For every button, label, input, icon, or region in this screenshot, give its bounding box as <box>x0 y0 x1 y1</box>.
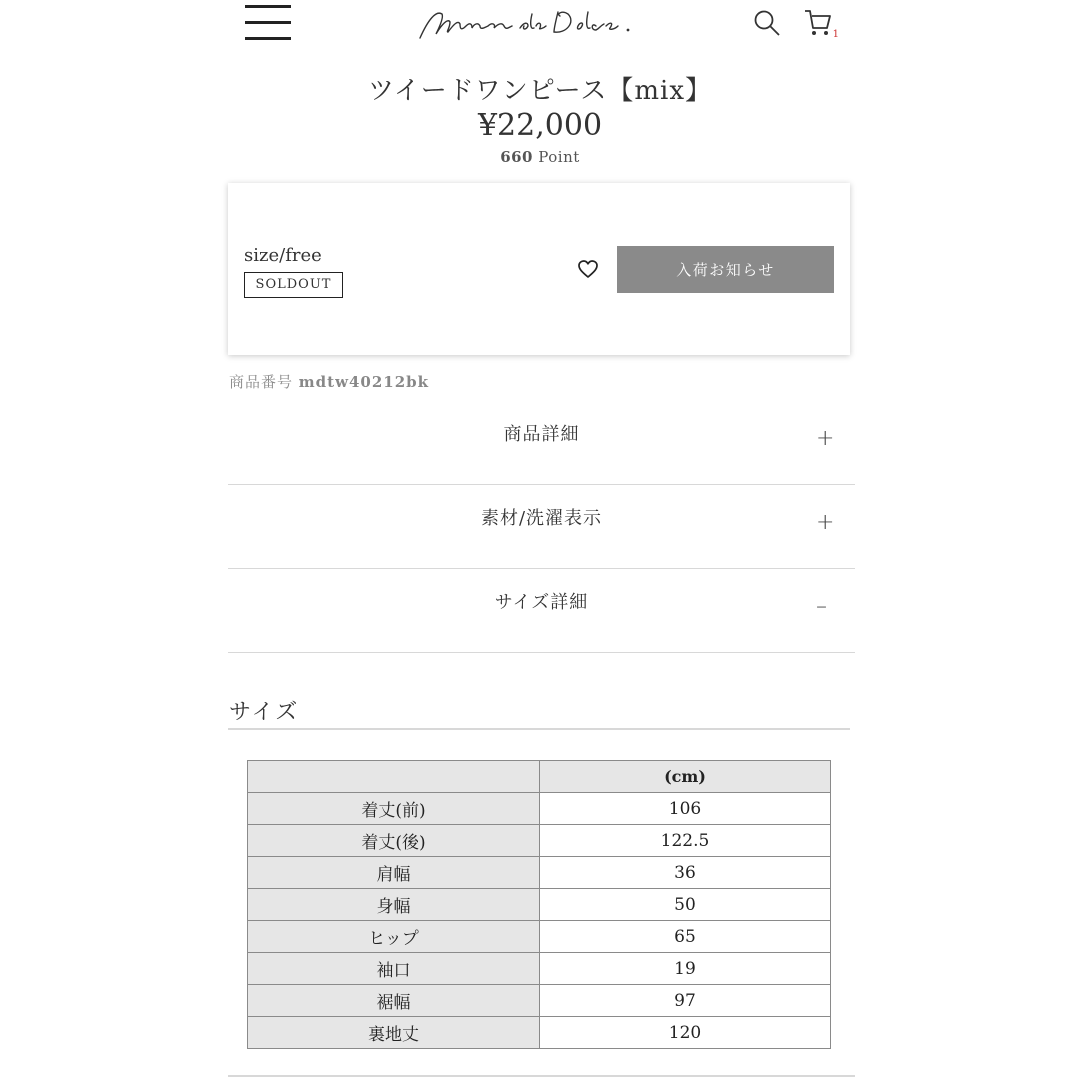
row-label: 裾幅 <box>248 985 540 1017</box>
row-value: 97 <box>540 985 831 1017</box>
row-value: 36 <box>540 857 831 889</box>
row-value: 120 <box>540 1017 831 1049</box>
favorite-heart-icon[interactable] <box>576 257 600 281</box>
table-row <box>248 793 831 825</box>
product-price: ¥22,000 <box>477 108 603 143</box>
cart-icon[interactable] <box>803 6 839 40</box>
row-label: ヒップ <box>248 921 540 953</box>
table-row <box>248 985 831 1017</box>
row-value: 106 <box>540 793 831 825</box>
product-points <box>0 148 1080 166</box>
variant-size-label: size/free <box>244 245 322 266</box>
accordion-product-details[interactable] <box>228 400 855 485</box>
table-row <box>248 921 831 953</box>
brand-logo-script <box>400 0 660 50</box>
size-table <box>247 760 831 1049</box>
divider <box>228 1075 855 1077</box>
plus-icon: + <box>816 426 835 451</box>
product-title: ツイードワンピース【mix】 <box>368 76 712 106</box>
table-header-row <box>248 761 831 793</box>
sku-value: mdtw40212bk <box>298 373 430 391</box>
points-value: 660 <box>500 148 533 166</box>
product-sku <box>229 371 429 392</box>
table-row <box>248 825 831 857</box>
table-row <box>248 889 831 921</box>
plus-icon: + <box>816 510 835 535</box>
row-value: 50 <box>540 889 831 921</box>
row-label: 裏地丈 <box>248 1017 540 1049</box>
row-value: 122.5 <box>540 825 831 857</box>
row-label: 袖口 <box>248 953 540 985</box>
accordion-label: サイズ詳細 <box>494 592 589 613</box>
row-label: 着丈(前) <box>248 793 540 825</box>
accordion-material-care[interactable] <box>228 484 855 569</box>
table-header-unit: (cm) <box>540 761 831 793</box>
row-label: 肩幅 <box>248 857 540 889</box>
size-section-heading: サイズ <box>229 700 300 725</box>
accordion-label: 素材/洗濯表示 <box>480 508 603 529</box>
search-icon[interactable] <box>752 8 782 38</box>
brand-logo[interactable] <box>400 0 660 50</box>
soldout-badge: SOLDOUT <box>244 272 343 298</box>
accordion-label: 商品詳細 <box>503 424 580 445</box>
hamburger-menu-icon[interactable] <box>245 5 291 41</box>
row-value: 19 <box>540 953 831 985</box>
points-unit: Point <box>538 148 580 166</box>
table-row <box>248 857 831 889</box>
table-header-blank <box>248 761 540 793</box>
minus-icon: – <box>816 594 827 619</box>
sku-label: 商品番号 <box>229 373 294 391</box>
row-label: 着丈(後) <box>248 825 540 857</box>
row-value: 65 <box>540 921 831 953</box>
row-label: 身幅 <box>248 889 540 921</box>
table-row <box>248 953 831 985</box>
accordion-size-details[interactable] <box>228 568 855 653</box>
restock-notify-button[interactable]: 入荷お知らせ <box>617 246 834 293</box>
table-row <box>248 1017 831 1049</box>
cart-count-badge: 1 <box>832 29 839 40</box>
divider <box>228 728 850 730</box>
